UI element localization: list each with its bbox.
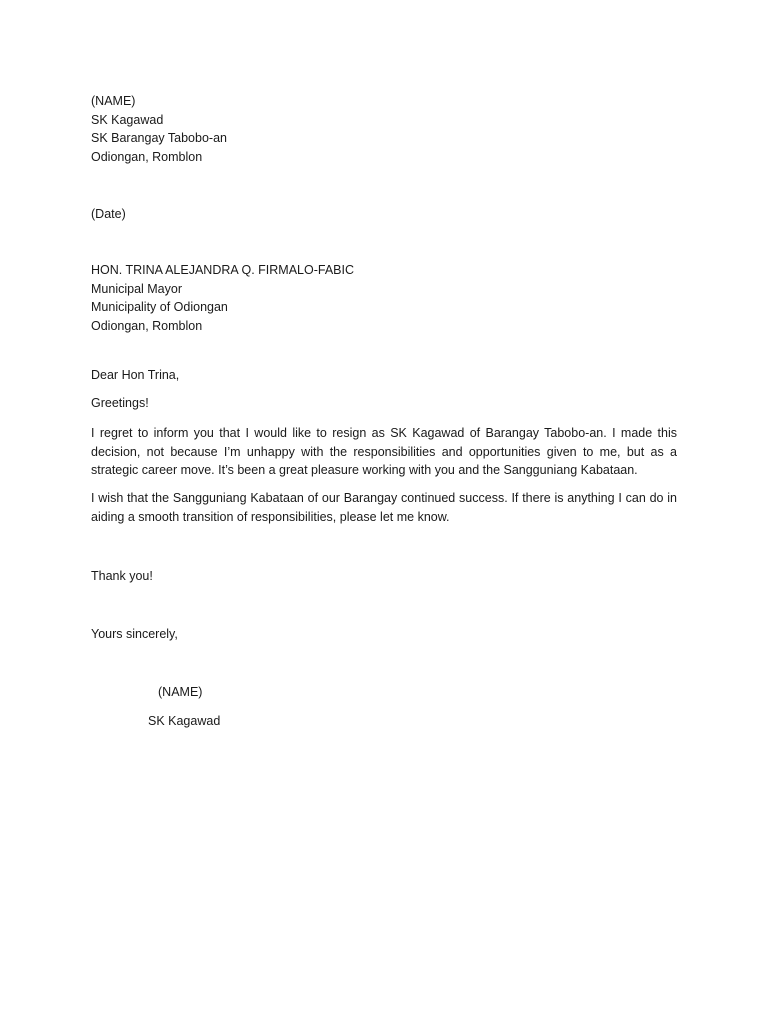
thanks-block	[91, 567, 677, 586]
sender-position: SK Kagawad	[91, 112, 164, 127]
salutation: Dear Hon Trina,	[91, 368, 180, 382]
recipient-organization: Municipality of Odiongan	[91, 300, 228, 314]
thanks-text: Thank you!	[91, 569, 153, 583]
recipient-address: Odiongan, Romblon	[91, 318, 203, 333]
greeting-block	[91, 394, 677, 413]
letter-date: (Date)	[91, 207, 126, 221]
sender-address: Odiongan, Romblon	[91, 149, 203, 164]
recipient-name: HON. TRINA ALEJANDRA Q. FIRMALO-FABIC	[91, 263, 355, 277]
signature-position: SK Kagawad	[148, 714, 221, 728]
sender-organization: SK Barangay Tabobo-an	[91, 131, 227, 145]
closing-text: Yours sincerely,	[91, 627, 178, 641]
signature-name: (NAME)	[158, 685, 203, 699]
body-paragraph-2: I wish that the Sangguniang Kabataan of our Barangay continued success. If there is anything I can do in aiding a smooth transition of responsibilities, please let me know.	[91, 491, 677, 524]
recipient-block	[91, 261, 677, 335]
greeting: Greetings!	[91, 396, 149, 410]
date-block	[91, 205, 677, 224]
recipient-position: Municipal Mayor	[91, 281, 183, 296]
salutation-block	[91, 366, 677, 385]
body-paragraph-1: I regret to inform you that I would like to resign as SK Kagawad of Barangay Tabobo-an. I made this decision, not because I’m unhappy with the responsibilities and opportunities given to me, but as a strategic career move. It’s been a great pleasure working with you and the Sangguniang Kabataan.	[91, 426, 677, 477]
sender-name: (NAME)	[91, 94, 136, 108]
closing-block	[91, 625, 677, 644]
sender-block	[91, 92, 677, 166]
